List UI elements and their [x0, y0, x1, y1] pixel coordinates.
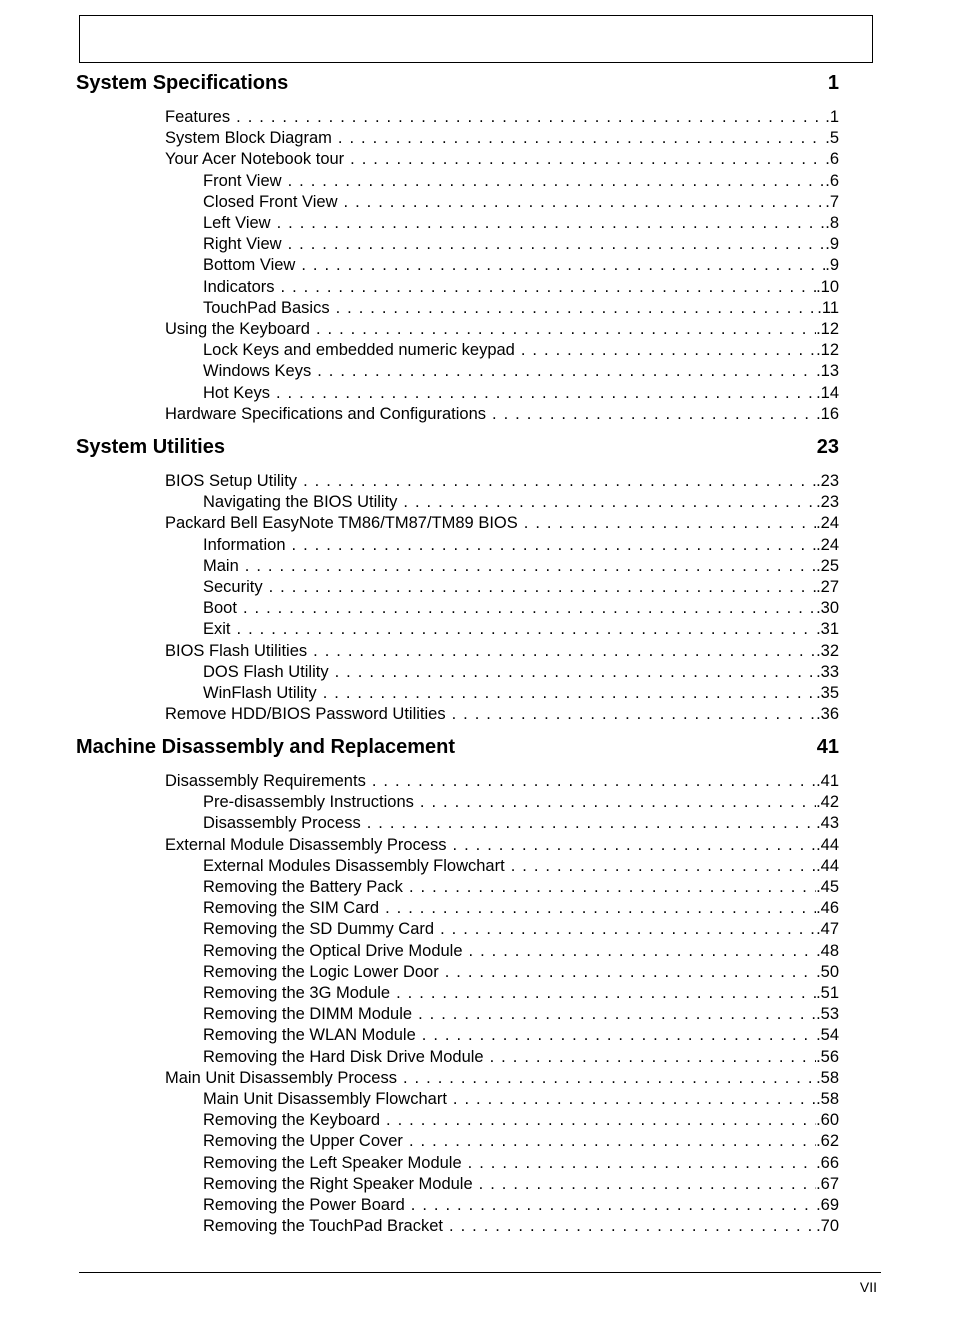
dot-leader: [288, 171, 826, 192]
toc-entry[interactable]: [165, 835, 839, 856]
dot-leader: [422, 1025, 816, 1046]
toc-entry-title: Disassembly Process: [203, 814, 361, 833]
dot-leader: [409, 1131, 816, 1152]
dot-leader: [492, 404, 816, 425]
toc-entry-page: .70: [816, 1217, 839, 1236]
dot-leader: [313, 641, 816, 662]
toc-entry-title: Removing the WLAN Module: [203, 1026, 416, 1045]
toc-entry[interactable]: [165, 641, 839, 662]
toc-entry-title: Hardware Specifications and Configurations: [165, 404, 487, 423]
toc-entry-title: Main Unit Disassembly Flowchart: [203, 1090, 447, 1108]
section-heading[interactable]: [76, 70, 839, 96]
toc-entry-title: Main: [203, 556, 239, 575]
toc-entry[interactable]: [203, 1025, 839, 1046]
toc-entry-page: .12: [816, 341, 839, 360]
toc-entry-title: Removing the SIM Card: [203, 899, 380, 918]
toc-entry-page: .33: [816, 662, 839, 681]
toc-entry-title: Removing the Right Speaker Module: [203, 1174, 473, 1193]
toc-entry-page: .9: [825, 256, 839, 275]
toc-entry[interactable]: [203, 941, 839, 962]
dot-leader: [323, 683, 816, 704]
toc-entry-page: .12: [816, 320, 839, 338]
toc-entry-title: Features: [165, 108, 231, 126]
dot-leader: [372, 771, 816, 792]
dot-leader: [292, 535, 817, 556]
toc-entry-page: .10: [816, 277, 839, 296]
toc-entry[interactable]: [203, 361, 839, 382]
toc-entry[interactable]: [203, 598, 839, 619]
toc-entry-title: Packard Bell EasyNote TM86/TM87/TM89 BIOS: [165, 514, 518, 533]
dot-leader: [490, 1047, 816, 1068]
toc-entry-page: .54: [816, 1026, 839, 1045]
toc-entry-page: .24: [816, 535, 839, 554]
toc-entry[interactable]: [203, 298, 839, 319]
dot-leader: [237, 619, 817, 640]
toc-entry-title: Left View: [203, 214, 271, 232]
toc-entry[interactable]: [165, 404, 839, 425]
footer-rule: [79, 1272, 881, 1273]
toc-entry[interactable]: [203, 877, 839, 898]
dot-leader: [236, 107, 825, 128]
toc-entry-page: .45: [816, 878, 839, 896]
toc-entry-title: Removing the Logic Lower Door: [203, 962, 439, 981]
toc-entry[interactable]: [165, 513, 839, 534]
toc-entry[interactable]: [203, 983, 839, 1004]
toc-entry[interactable]: [203, 792, 839, 813]
toc-entry-page: .46: [816, 899, 839, 918]
toc-entry-page: .1: [825, 108, 839, 126]
toc-entry-title: Boot: [203, 599, 237, 618]
dot-leader: [276, 383, 816, 404]
toc-entry-title: Closed Front View: [203, 192, 338, 211]
toc-entry-page: .62: [816, 1132, 839, 1151]
section-page: 1: [827, 71, 839, 94]
toc-entry-page: .58: [816, 1068, 839, 1087]
toc-entry-title: Removing the Upper Cover: [203, 1132, 403, 1151]
toc-entry[interactable]: [203, 1047, 839, 1068]
dot-leader: [440, 919, 816, 940]
toc-entry[interactable]: [165, 107, 839, 128]
toc-entry[interactable]: [203, 277, 839, 298]
toc-entry[interactable]: [203, 255, 839, 276]
toc-entry-page: .44: [816, 856, 839, 875]
toc-entry-page: .30: [816, 599, 839, 618]
toc-entry-title: Your Acer Notebook tour: [165, 150, 345, 169]
dot-leader: [277, 213, 826, 234]
toc-entry-page: .7: [825, 192, 839, 211]
toc-entry-page: .6: [825, 150, 839, 169]
dot-leader: [281, 277, 817, 298]
toc-entry-title: WinFlash Utility: [203, 684, 317, 702]
dot-leader: [468, 1153, 816, 1174]
dot-leader: [385, 898, 816, 919]
toc-entry-title: BIOS Setup Utility: [165, 472, 298, 490]
dot-leader: [411, 1195, 816, 1216]
toc-entry-title: Security: [203, 578, 263, 596]
page-number: VII: [859, 1279, 877, 1295]
toc-entry[interactable]: [165, 704, 839, 725]
toc-entry-title: Removing the Power Board: [203, 1196, 405, 1214]
toc-entry-title: Main Unit Disassembly Process: [165, 1068, 397, 1087]
dot-leader: [367, 813, 816, 834]
toc-entry-page: .25: [816, 556, 839, 575]
toc-entry-page: .43: [816, 814, 839, 833]
section-title: System Utilities: [76, 435, 225, 458]
toc-entry-title: External Module Disassembly Process: [165, 835, 447, 854]
toc-entry[interactable]: [203, 171, 839, 192]
toc-entry-title: Disassembly Requirements: [165, 772, 366, 790]
toc-entry-page: .35: [816, 684, 839, 702]
toc-entry-page: .41: [816, 772, 839, 790]
toc-entry-title: Removing the Left Speaker Module: [203, 1153, 462, 1172]
dot-leader: [453, 1089, 816, 1110]
toc-entry-title: Removing the Hard Disk Drive Module: [203, 1047, 484, 1066]
toc-entry-page: .16: [816, 404, 839, 423]
dot-leader: [317, 361, 816, 382]
toc-entry[interactable]: [165, 128, 839, 149]
dot-leader: [350, 149, 825, 170]
dot-leader: [338, 128, 825, 149]
dot-leader: [469, 941, 817, 962]
toc-entry[interactable]: [203, 535, 839, 556]
toc-entry-title: Navigating the BIOS Utility: [203, 493, 398, 512]
toc-entry-page: .51: [816, 984, 839, 1002]
toc-entry-page: .66: [816, 1153, 839, 1172]
toc-entry[interactable]: [203, 856, 839, 877]
toc-entry[interactable]: [203, 1216, 839, 1237]
toc-entry[interactable]: [165, 319, 839, 340]
toc-entry-title: Front View: [203, 171, 282, 190]
toc-entry-page: .69: [816, 1196, 839, 1214]
toc-entry-title: DOS Flash Utility: [203, 662, 329, 681]
toc-entry-page: .23: [816, 472, 839, 490]
toc-entry[interactable]: [203, 619, 839, 640]
section-heading[interactable]: [76, 434, 839, 460]
toc-entry[interactable]: [203, 492, 839, 513]
toc-entry[interactable]: [203, 1153, 839, 1174]
toc-entry[interactable]: [203, 683, 839, 704]
dot-leader: [336, 298, 818, 319]
dot-leader: [243, 598, 816, 619]
toc-entry[interactable]: [203, 383, 839, 404]
toc-entry-title: Removing the TouchPad Bracket: [203, 1217, 443, 1236]
toc-entry-title: System Block Diagram: [165, 129, 332, 148]
toc-entry[interactable]: [203, 898, 839, 919]
toc-entry-page: .56: [816, 1047, 839, 1066]
toc-entry-page: .47: [816, 920, 839, 939]
toc-entry-title: Right View: [203, 235, 282, 254]
toc-entry-page: .31: [816, 620, 839, 639]
toc-entry[interactable]: [203, 340, 839, 361]
toc-entry-title: Information: [203, 535, 286, 554]
dot-leader: [303, 471, 816, 492]
toc-entry-page: .14: [816, 383, 839, 402]
dot-leader: [403, 1068, 816, 1089]
dot-leader: [403, 492, 816, 513]
toc-entry-title: BIOS Flash Utilities: [165, 641, 308, 660]
dot-leader: [316, 319, 816, 340]
toc-entry-page: .32: [816, 641, 839, 660]
dot-leader: [245, 556, 816, 577]
toc-entry[interactable]: [165, 771, 839, 792]
toc-entry[interactable]: [165, 471, 839, 492]
toc-entry[interactable]: [203, 662, 839, 683]
toc-entry[interactable]: [203, 192, 839, 213]
toc-entry-page: .9: [825, 235, 839, 254]
toc-entry-page: .42: [816, 793, 839, 812]
dot-leader: [335, 662, 816, 683]
toc-entry[interactable]: [203, 962, 839, 983]
dot-leader: [288, 234, 826, 255]
dot-leader: [479, 1174, 816, 1195]
toc-entry-title: Bottom View: [203, 256, 296, 275]
toc-entry-title: Indicators: [203, 277, 275, 296]
toc-entry-page: .13: [816, 362, 839, 381]
header-box: [79, 15, 873, 63]
dot-leader: [521, 340, 816, 361]
dot-leader: [420, 792, 816, 813]
toc-entry[interactable]: [203, 1004, 839, 1025]
section-heading[interactable]: [76, 734, 839, 760]
toc-entry-page: .5: [825, 129, 839, 148]
dot-leader: [524, 513, 816, 534]
toc-entry[interactable]: [203, 919, 839, 940]
dot-leader: [409, 877, 816, 898]
toc-entry-title: Removing the 3G Module: [203, 984, 391, 1002]
toc-entry-title: External Modules Disassembly Flowchart: [203, 856, 505, 875]
toc-entry-page: .67: [816, 1174, 839, 1193]
toc-entry-page: .24: [816, 514, 839, 533]
toc-entry-page: .48: [816, 941, 839, 960]
toc-entry-title: Removing the DIMM Module: [203, 1005, 413, 1024]
toc-entry-page: .60: [816, 1111, 839, 1130]
toc-entry[interactable]: [203, 1174, 839, 1195]
toc-entry-title: Removing the Battery Pack: [203, 878, 403, 896]
toc-entry-page: .27: [816, 578, 839, 596]
toc-entry[interactable]: [203, 1195, 839, 1216]
toc-entry[interactable]: [203, 1131, 839, 1152]
toc-entry-page: .58: [816, 1090, 839, 1108]
dot-leader: [445, 962, 816, 983]
toc-entry[interactable]: [203, 234, 839, 255]
toc-entry-title: Hot Keys: [203, 383, 270, 402]
toc-entry-page: .53: [816, 1005, 839, 1024]
toc-entry-title: Removing the SD Dummy Card: [203, 920, 435, 939]
section-page: 23: [816, 435, 839, 458]
toc-entry-title: Using the Keyboard: [165, 320, 310, 338]
toc-entry-page: .50: [816, 962, 839, 981]
toc-entry-title: Remove HDD/BIOS Password Utilities: [165, 705, 446, 724]
toc-entry-page: .23: [816, 493, 839, 512]
dot-leader: [452, 704, 816, 725]
toc-entry-title: Lock Keys and embedded numeric keypad: [203, 341, 515, 360]
dot-leader: [453, 835, 817, 856]
toc-entry[interactable]: [165, 149, 839, 170]
dot-leader: [396, 983, 816, 1004]
toc-entry-page: .44: [816, 835, 839, 854]
toc-entry-title: Removing the Optical Drive Module: [203, 941, 463, 960]
dot-leader: [344, 192, 826, 213]
dot-leader: [449, 1216, 816, 1237]
toc-entry[interactable]: [203, 556, 839, 577]
toc-entry[interactable]: [165, 1068, 839, 1089]
toc-entry-page: .36: [816, 705, 839, 724]
toc-entry[interactable]: [203, 577, 839, 598]
toc-entry[interactable]: [203, 813, 839, 834]
toc-entry-title: TouchPad Basics: [203, 298, 330, 317]
toc-entry-title: Removing the Keyboard: [203, 1111, 381, 1130]
dot-leader: [418, 1004, 816, 1025]
toc-entry-title: Exit: [203, 620, 231, 639]
toc-entry[interactable]: [203, 213, 839, 234]
dot-leader: [386, 1110, 816, 1131]
toc-entry[interactable]: [203, 1089, 839, 1110]
section-title: Machine Disassembly and Replacement: [76, 735, 456, 758]
section-title: System Specifications: [76, 71, 289, 94]
dot-leader: [269, 577, 816, 598]
toc-entry-page: .11: [817, 298, 839, 317]
dot-leader: [301, 255, 825, 276]
toc-entry-title: Windows Keys: [203, 362, 312, 381]
dot-leader: [511, 856, 816, 877]
section-page: 41: [816, 735, 839, 758]
toc-entry-page: .8: [825, 214, 839, 232]
toc-entry-title: Pre-disassembly Instructions: [203, 793, 414, 812]
toc-entry-page: .6: [825, 171, 839, 190]
toc-entry[interactable]: [203, 1110, 839, 1131]
